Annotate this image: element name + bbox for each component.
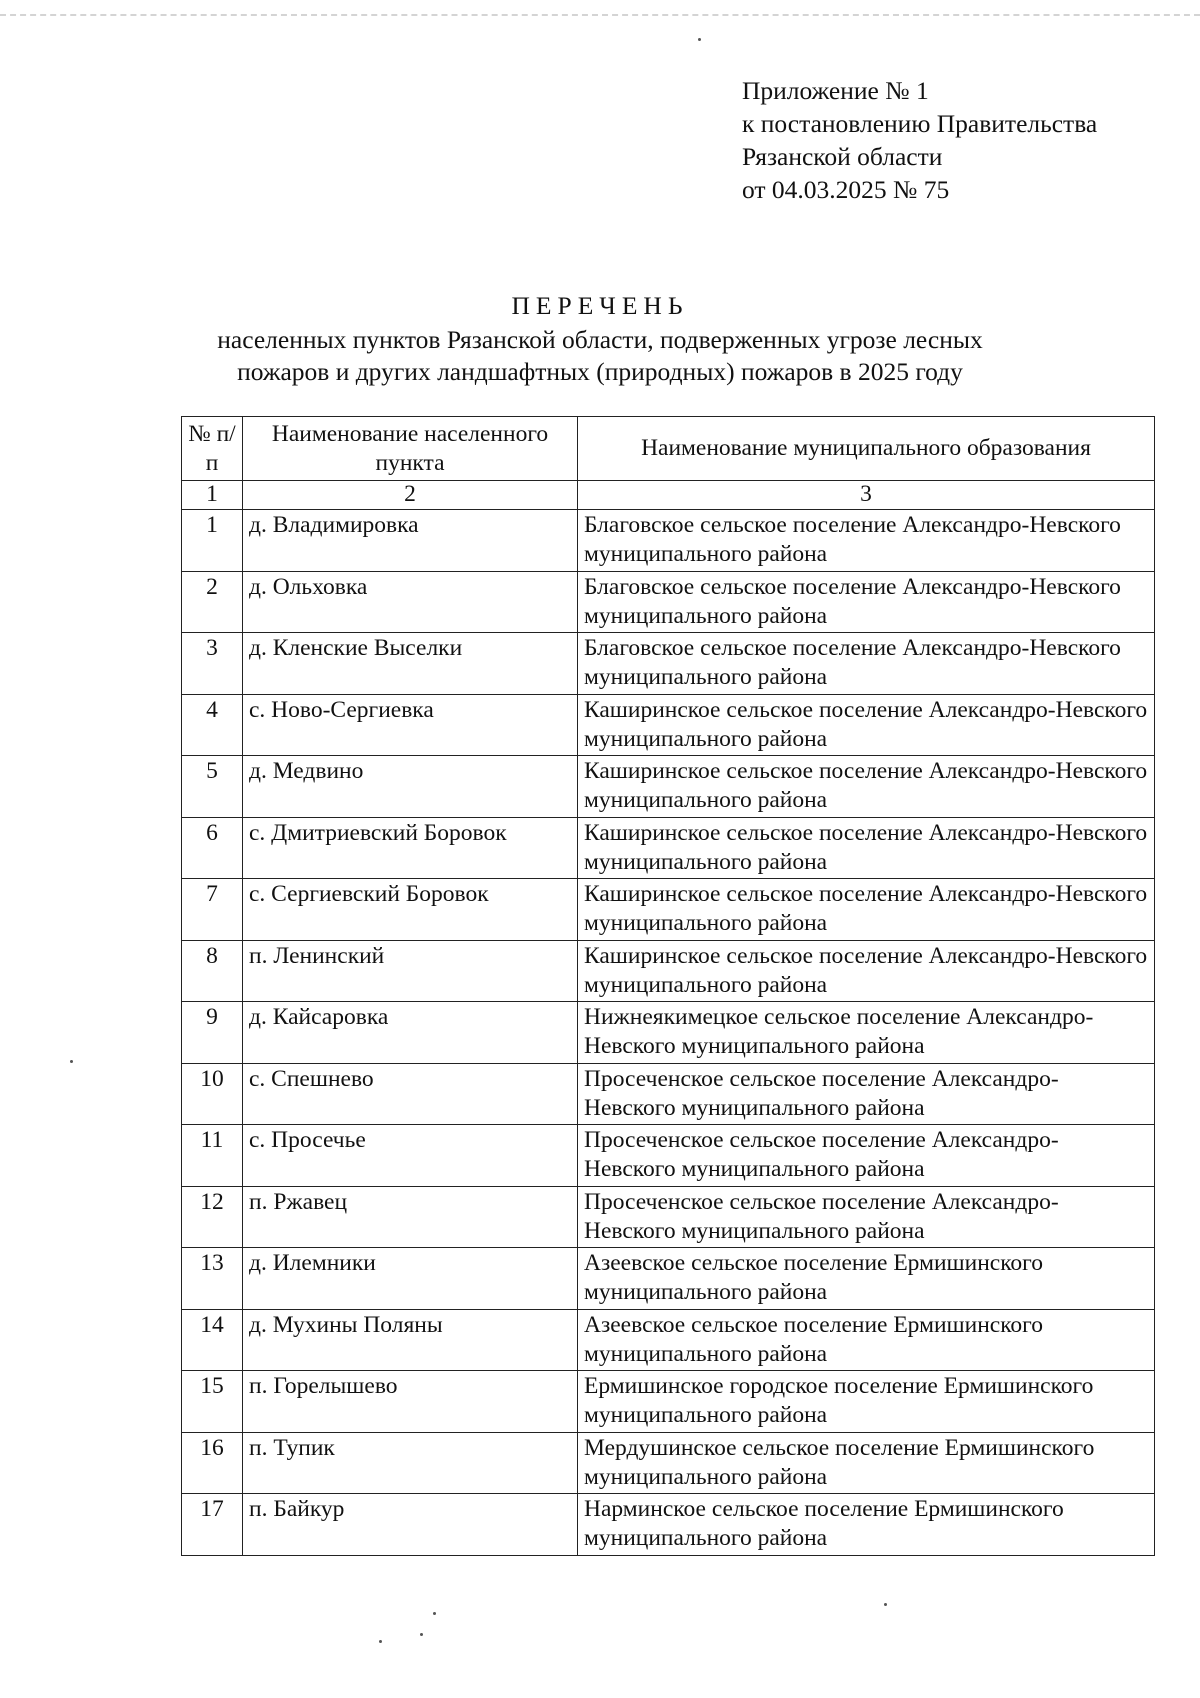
column-number-1: 1 bbox=[182, 481, 243, 510]
table-row bbox=[182, 817, 1155, 879]
municipality-name: Благовское сельское поселение Александро-Невского муниципального района bbox=[578, 571, 1155, 633]
scan-speck bbox=[379, 1640, 382, 1643]
table-row bbox=[182, 756, 1155, 818]
settlements-table bbox=[181, 416, 1155, 1556]
table-header-row bbox=[182, 417, 1155, 481]
municipality-name: Просеченское сельское поселение Александро-Невского муниципального района bbox=[578, 1063, 1155, 1125]
column-number-3: 3 bbox=[578, 481, 1155, 510]
settlement-name: д. Кленские Выселки bbox=[243, 633, 578, 695]
row-number: 7 bbox=[182, 879, 243, 941]
table-row bbox=[182, 1309, 1155, 1371]
row-number: 16 bbox=[182, 1432, 243, 1494]
municipality-name: Азеевское сельское поселение Ермишинского муниципального района bbox=[578, 1248, 1155, 1310]
column-number-row bbox=[182, 481, 1155, 510]
settlement-name: д. Ольховка bbox=[243, 571, 578, 633]
appendix-block bbox=[742, 74, 1097, 206]
settlement-name: д. Мухины Поляны bbox=[243, 1309, 578, 1371]
table-row bbox=[182, 510, 1155, 572]
column-header-number bbox=[182, 417, 243, 481]
municipality-name: Нижнеякимецкое сельское поселение Александро-Невского муниципального района bbox=[578, 1002, 1155, 1064]
settlement-name: п. Тупик bbox=[243, 1432, 578, 1494]
appendix-line-1: Приложение № 1 bbox=[742, 76, 929, 105]
table-row bbox=[182, 1125, 1155, 1187]
municipality-name: Благовское сельское поселение Александро-Невского муниципального района bbox=[578, 510, 1155, 572]
row-number: 14 bbox=[182, 1309, 243, 1371]
appendix-line-3: Рязанской области bbox=[742, 142, 943, 171]
table-row bbox=[182, 571, 1155, 633]
municipality-name: Благовское сельское поселение Александро-Невского муниципального района bbox=[578, 633, 1155, 695]
settlement-name: п. Байкур bbox=[243, 1494, 578, 1556]
row-number: 5 bbox=[182, 756, 243, 818]
row-number: 8 bbox=[182, 940, 243, 1002]
table-row bbox=[182, 1063, 1155, 1125]
settlement-name: д. Илемники bbox=[243, 1248, 578, 1310]
municipality-name: Каширинское сельское поселение Александро-Невского муниципального района bbox=[578, 694, 1155, 756]
table-row bbox=[182, 1432, 1155, 1494]
row-number: 2 bbox=[182, 571, 243, 633]
column-header-number-text: № п/п bbox=[188, 420, 236, 476]
scan-speck bbox=[433, 1612, 436, 1615]
row-number: 11 bbox=[182, 1125, 243, 1187]
municipality-name: Каширинское сельское поселение Александро-Невского муниципального района bbox=[578, 756, 1155, 818]
table-row bbox=[182, 1494, 1155, 1556]
column-header-place bbox=[243, 417, 578, 481]
scan-speck bbox=[70, 1060, 73, 1063]
row-number: 4 bbox=[182, 694, 243, 756]
settlement-name: п. Ржавец bbox=[243, 1186, 578, 1248]
row-number: 10 bbox=[182, 1063, 243, 1125]
settlement-name: д. Владимировка bbox=[243, 510, 578, 572]
municipality-name: Каширинское сельское поселение Александро-Невского муниципального района bbox=[578, 940, 1155, 1002]
settlement-name: д. Кайсаровка bbox=[243, 1002, 578, 1064]
column-number-2: 2 bbox=[243, 481, 578, 510]
column-header-municipality-text: Наименование муниципального образования bbox=[641, 435, 1091, 461]
column-header-municipality bbox=[578, 417, 1155, 481]
settlement-name: п. Горелышево bbox=[243, 1371, 578, 1433]
municipality-name: Азеевское сельское поселение Ермишинского муниципального района bbox=[578, 1309, 1155, 1371]
table-row bbox=[182, 1186, 1155, 1248]
scan-speck bbox=[420, 1633, 423, 1636]
municipality-name: Нарминское сельское поселение Ермишинского муниципального района bbox=[578, 1494, 1155, 1556]
row-number: 13 bbox=[182, 1248, 243, 1310]
municipality-name: Каширинское сельское поселение Александро-Невского муниципального района bbox=[578, 879, 1155, 941]
row-number: 9 bbox=[182, 1002, 243, 1064]
row-number: 6 bbox=[182, 817, 243, 879]
table-row bbox=[182, 1248, 1155, 1310]
table-row bbox=[182, 694, 1155, 756]
row-number: 17 bbox=[182, 1494, 243, 1556]
municipality-name: Ермишинское городское поселение Ермишинского муниципального района bbox=[578, 1371, 1155, 1433]
municipality-name: Каширинское сельское поселение Александро-Невского муниципального района bbox=[578, 817, 1155, 879]
table-row bbox=[182, 633, 1155, 695]
municipality-name: Просеченское сельское поселение Александро-Невского муниципального района bbox=[578, 1125, 1155, 1187]
municipality-name: Просеченское сельское поселение Александро-Невского муниципального района bbox=[578, 1186, 1155, 1248]
column-header-place-text: Наименование населенного пункта bbox=[271, 420, 549, 476]
scan-edge-artifact bbox=[0, 14, 1200, 16]
settlement-name: с. Ново-Сергиевка bbox=[243, 694, 578, 756]
scan-speck bbox=[884, 1603, 887, 1606]
settlement-name: п. Ленинский bbox=[243, 940, 578, 1002]
row-number: 3 bbox=[182, 633, 243, 695]
settlement-name: с. Сергиевский Боровок bbox=[243, 879, 578, 941]
subtitle-line-2: пожаров и других ландшафтных (природных) пожаров в 2025 году bbox=[237, 357, 963, 386]
table-row bbox=[182, 1371, 1155, 1433]
municipality-name: Мердушинское сельское поселение Ермишинского муниципального района bbox=[578, 1432, 1155, 1494]
appendix-line-2: к постановлению Правительства bbox=[742, 109, 1098, 138]
settlement-name: с. Просечье bbox=[243, 1125, 578, 1187]
settlement-name: д. Медвино bbox=[243, 756, 578, 818]
table-row bbox=[182, 1002, 1155, 1064]
row-number: 15 bbox=[182, 1371, 243, 1433]
table-row bbox=[182, 879, 1155, 941]
subtitle-line-1: населенных пунктов Рязанской области, подверженных угрозе лесных bbox=[217, 325, 983, 354]
document-subtitle bbox=[150, 324, 1050, 388]
row-number: 12 bbox=[182, 1186, 243, 1248]
scan-speck bbox=[698, 38, 701, 41]
settlement-name: с. Спешнево bbox=[243, 1063, 578, 1125]
appendix-line-4: от 04.03.2025 № 75 bbox=[742, 175, 950, 204]
table-row bbox=[182, 940, 1155, 1002]
row-number: 1 bbox=[182, 510, 243, 572]
settlement-name: с. Дмитриевский Боровок bbox=[243, 817, 578, 879]
document-title: ПЕРЕЧЕНЬ bbox=[511, 291, 689, 320]
